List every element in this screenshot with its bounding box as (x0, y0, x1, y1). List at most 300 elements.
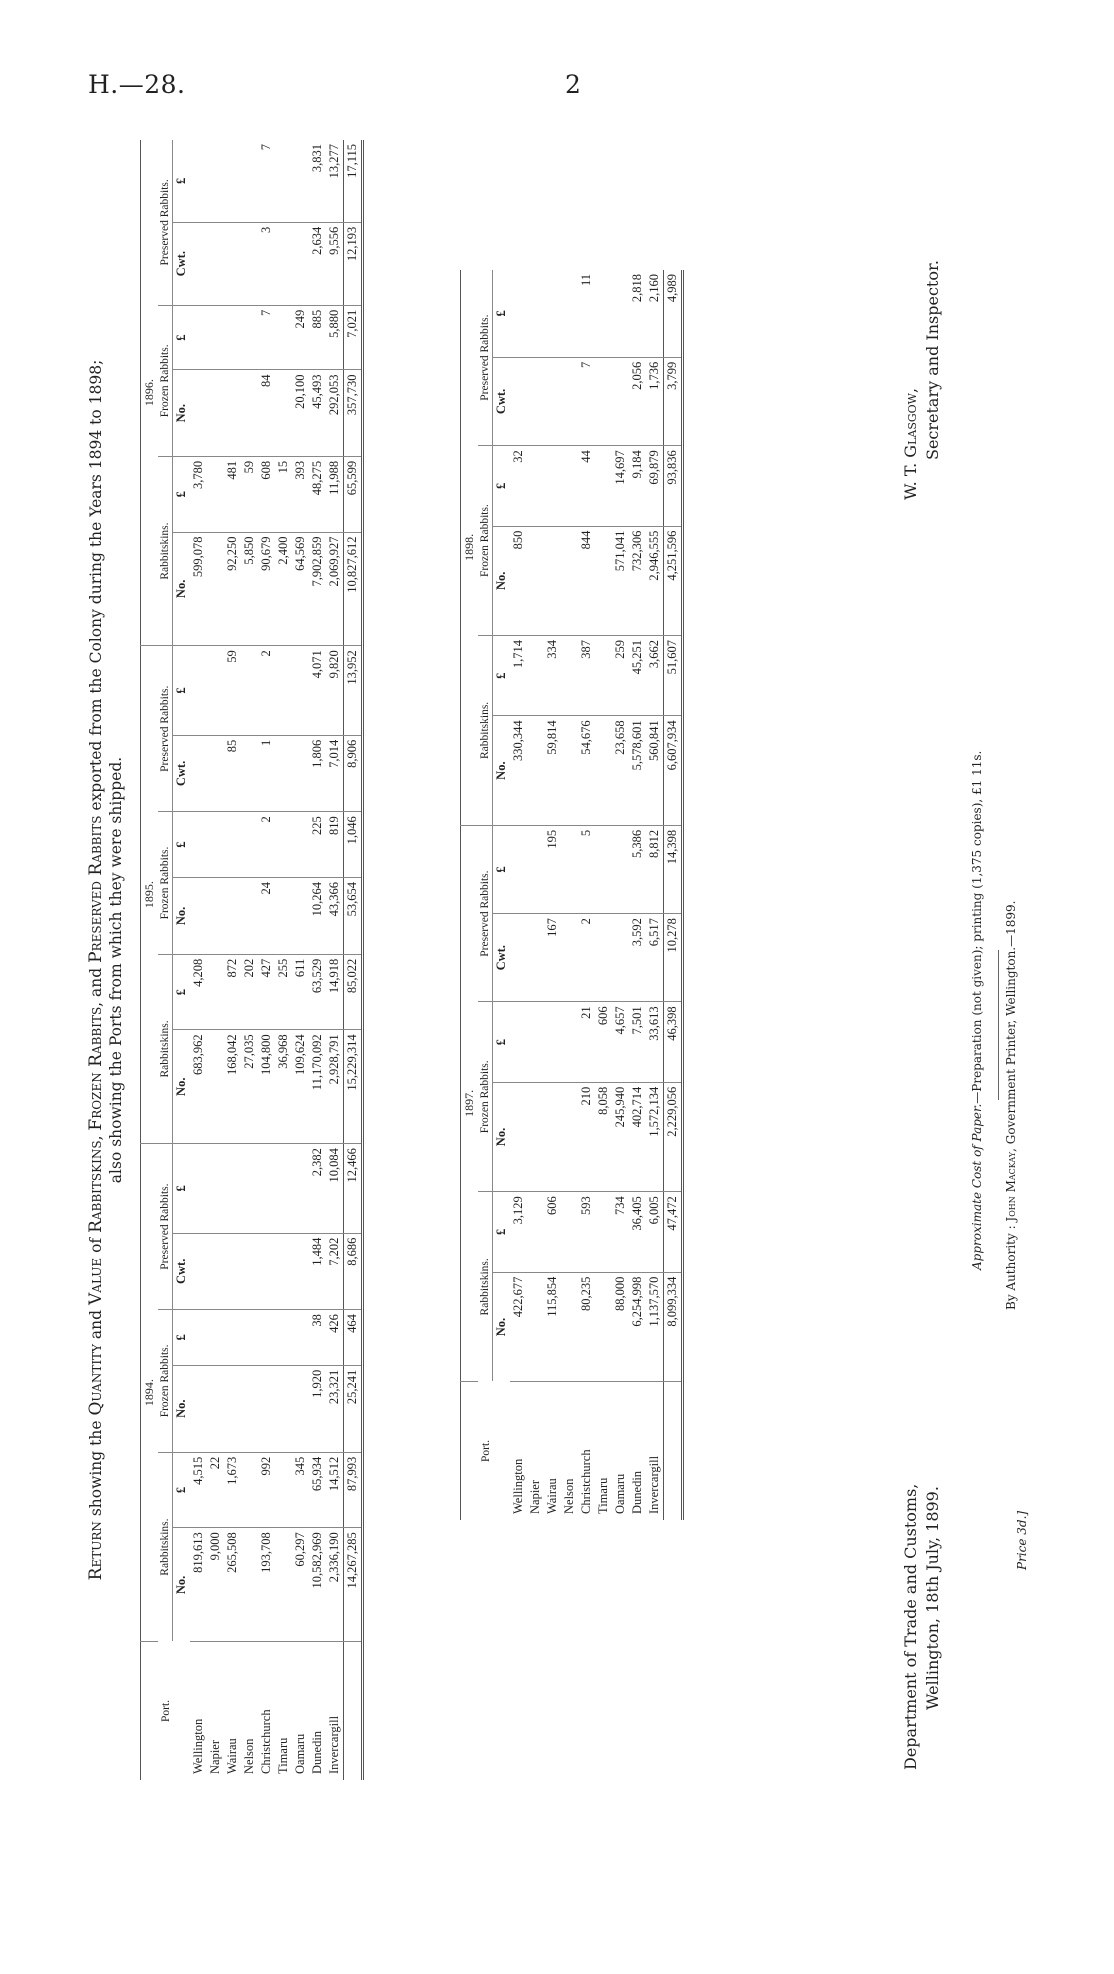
cell-f96v: 7 (258, 305, 275, 370)
cell-f95v (275, 812, 292, 878)
cell-p94c (275, 1233, 292, 1310)
cell-f98n: 732,306 (629, 526, 646, 635)
total-s95n: 15,229,314 (344, 1030, 363, 1144)
cell-s96v: 59 (241, 456, 258, 532)
table-row (258, 140, 275, 1780)
cell-p97v: 5,386 (629, 825, 646, 913)
cell-f96n (190, 370, 207, 456)
unit-no: No. (173, 1030, 191, 1144)
cell-s98v (595, 636, 612, 716)
cell-f96n: 20,100 (292, 370, 309, 456)
cell-p98v (561, 270, 578, 357)
cell-s95n: 36,968 (275, 1030, 292, 1144)
cell-s98v: 259 (612, 636, 629, 716)
cell-s98n: 54,676 (578, 716, 595, 825)
title-line2: also showing the Ports from which they were shipped. (107, 756, 125, 1184)
cell-f94v (241, 1310, 258, 1366)
cell-p98c (510, 357, 527, 445)
cell-p94v (275, 1144, 292, 1233)
year-1896: 1896. (141, 140, 159, 646)
cell-p96v: 3,831 (309, 140, 326, 222)
cell-p94c: 1,484 (309, 1233, 326, 1310)
cell-f94v: 426 (326, 1310, 344, 1366)
cell-p98c (612, 357, 629, 445)
total-p97c: 10,278 (664, 914, 683, 1002)
cell-p96c (275, 222, 292, 305)
cell-p95c: 7,014 (326, 735, 344, 812)
cell-s97v: 593 (578, 1192, 595, 1272)
cell-p97v (595, 825, 612, 913)
cell-p97c (527, 914, 544, 1002)
table1-body (190, 140, 363, 1780)
cell-s98v: 387 (578, 636, 595, 716)
cell-p98v: 2,818 (629, 270, 646, 357)
cell-s97n (595, 1272, 612, 1381)
department-block (900, 1484, 944, 1770)
cell-s98n: 59,814 (544, 716, 561, 825)
cell-f94v (292, 1310, 309, 1366)
cell-f97v: 4,657 (612, 1002, 629, 1082)
cell-f95n: 24 (258, 877, 275, 954)
cell-p98c: 1,736 (646, 357, 664, 445)
title-part: of (87, 1232, 105, 1258)
unit-no: No. (493, 1082, 511, 1191)
table-row (292, 140, 309, 1780)
cell-f98n (561, 526, 578, 635)
total-f94n: 25,241 (344, 1365, 363, 1452)
cell-f96v (224, 305, 241, 370)
cell-f97v: 606 (595, 1002, 612, 1082)
port-name: Wairau (545, 1478, 559, 1514)
total-p96v: 17,115 (344, 140, 363, 222)
cell-f94n (241, 1365, 258, 1452)
total-p97v: 14,398 (664, 825, 683, 913)
cell-p98v (544, 270, 561, 357)
cell-p96c: 2,634 (309, 222, 326, 305)
title-rabbitskins: Rabbitskins (86, 1140, 106, 1233)
total-p98v: 4,989 (664, 270, 683, 357)
cell-f95v: 819 (326, 812, 344, 878)
cell-p95v (190, 646, 207, 735)
cell-f97v: 7,501 (629, 1002, 646, 1082)
unit-pound: £ (173, 305, 191, 370)
frozen-header: Frozen Rabbits. (158, 305, 173, 456)
cell-p94v (190, 1144, 207, 1233)
cell-s95v: 63,529 (309, 954, 326, 1030)
cell-f94n: 23,321 (326, 1365, 344, 1452)
rabbitskins-header: Rabbitskins. (158, 456, 173, 645)
cell-s94n: 9,000 (207, 1528, 224, 1642)
unit-no: No. (173, 532, 191, 646)
cell-s94n: 10,582,969 (309, 1528, 326, 1642)
cell-s95n: 168,042 (224, 1030, 241, 1144)
cost-label: Approximate Cost of Paper. (970, 1103, 984, 1270)
port-name: Oamaru (613, 1473, 627, 1514)
table-row (646, 270, 664, 1520)
rotated-page-content (80, 110, 1040, 1790)
cell-p97c: 3,592 (629, 914, 646, 1002)
unit-pound: £ (173, 812, 191, 878)
unit-no: No. (173, 1365, 191, 1452)
cell-s95n: 109,624 (292, 1030, 309, 1144)
cell-f94n (275, 1365, 292, 1452)
department-date: Wellington, 18th July, 1899. (923, 1486, 942, 1710)
cell-f94n: 1,920 (309, 1365, 326, 1452)
cell-s96n: 2,400 (275, 532, 292, 646)
cell-f98n: 571,041 (612, 526, 629, 635)
cell-s98v: 3,662 (646, 636, 664, 716)
port-name: Invercargill (327, 1715, 341, 1774)
cell-f97n (544, 1082, 561, 1191)
title-frozen: Frozen Rabbits (86, 1006, 106, 1131)
cell-s98n: 23,658 (612, 716, 629, 825)
cell-s95n (207, 1030, 224, 1144)
cell-p94c: 7,202 (326, 1233, 344, 1310)
preserved-header: Preserved Rabbits. (478, 825, 493, 1002)
table-row (544, 270, 561, 1520)
cell-f96n (241, 370, 258, 456)
cell-f96v (190, 305, 207, 370)
cell-s98v (561, 636, 578, 716)
cell-p95v (292, 646, 309, 735)
cell-f97n (527, 1082, 544, 1191)
cell-s95v: 872 (224, 954, 241, 1030)
cell-s97v: 734 (612, 1192, 629, 1272)
divider-rule (998, 950, 999, 1100)
cell-f97v (544, 1002, 561, 1082)
port-name: Invercargill (647, 1455, 661, 1514)
totals-row (664, 270, 683, 1520)
signatory-name: W. T. Glasgow, (901, 387, 920, 500)
cell-s98n (561, 716, 578, 825)
port-name: Oamaru (293, 1733, 307, 1774)
table-row (241, 140, 258, 1780)
cell-p95c (190, 735, 207, 812)
table-row (275, 140, 292, 1780)
cell-f96n (224, 370, 241, 456)
cell-s96v: 481 (224, 456, 241, 532)
cell-p97c (612, 914, 629, 1002)
total-p96c: 12,193 (344, 222, 363, 305)
cell-p96v (241, 140, 258, 222)
cell-f97n: 245,940 (612, 1082, 629, 1191)
cell-s95n: 683,962 (190, 1030, 207, 1144)
table-row (527, 270, 544, 1520)
title-part: , (87, 1130, 105, 1141)
unit-no: No. (493, 526, 511, 635)
cell-p98c (595, 357, 612, 445)
unit-no: No. (173, 877, 191, 954)
cell-s94v: 14,512 (326, 1452, 344, 1528)
unit-no: No. (493, 716, 511, 825)
cell-f97v (561, 1002, 578, 1082)
cost-note (970, 751, 984, 1270)
frozen-header: Frozen Rabbits. (478, 446, 493, 636)
cell-s94v: 345 (292, 1452, 309, 1528)
unit-pound: £ (173, 140, 191, 222)
total-f94v: 464 (344, 1310, 363, 1366)
cell-f95n (207, 877, 224, 954)
cell-p97v: 195 (544, 825, 561, 913)
port-name: Christchurch (259, 1709, 273, 1774)
cell-f95n: 10,264 (309, 877, 326, 954)
cell-s95v: 202 (241, 954, 258, 1030)
cell-s95v: 427 (258, 954, 275, 1030)
cell-p98v (595, 270, 612, 357)
total-f97n: 2,229,056 (664, 1082, 683, 1191)
authority-line (1004, 901, 1018, 1310)
cell-p94v (207, 1144, 224, 1233)
unit-pound: £ (173, 1310, 191, 1366)
cell-f95v (207, 812, 224, 878)
total-f96v: 7,021 (344, 305, 363, 370)
cell-p94c (207, 1233, 224, 1310)
cell-s95n: 104,800 (258, 1030, 275, 1144)
cell-f94v (190, 1310, 207, 1366)
cell-p94c (190, 1233, 207, 1310)
unit-pound: £ (493, 1002, 511, 1082)
cell-s95n: 2,928,791 (326, 1030, 344, 1144)
cell-s98n: 560,841 (646, 716, 664, 825)
table-row (578, 270, 595, 1520)
cell-p95v: 2 (258, 646, 275, 735)
cell-p94v: 2,382 (309, 1144, 326, 1233)
cell-s96v: 608 (258, 456, 275, 532)
cell-s98n: 330,344 (510, 716, 527, 825)
cell-s94v: 992 (258, 1452, 275, 1528)
table-row (326, 140, 344, 1780)
cell-s96v: 48,275 (309, 456, 326, 532)
unit-pound: £ (173, 646, 191, 735)
cell-p95c: 1 (258, 735, 275, 812)
cell-s97v: 3,129 (510, 1192, 527, 1272)
cell-p95c (275, 735, 292, 812)
printer-name: John Mackay (1004, 1151, 1018, 1222)
cell-s97v (595, 1192, 612, 1272)
total-s97n: 8,099,334 (664, 1272, 683, 1381)
cell-f96n: 84 (258, 370, 275, 456)
table-row (224, 140, 241, 1780)
total-s98n: 6,607,934 (664, 716, 683, 825)
exports-table-1897-1898 (460, 270, 684, 1520)
unit-no: No. (174, 1575, 188, 1595)
cell-f94n (224, 1365, 241, 1452)
cell-s97v: 36,405 (629, 1192, 646, 1272)
cell-s95n: 27,035 (241, 1030, 258, 1144)
department-name: Department of Trade and Customs, (901, 1483, 920, 1770)
port-name: Wellington (511, 1458, 525, 1514)
unit-pound: £ (493, 446, 511, 526)
port-name: Dunedin (310, 1730, 324, 1774)
cell-s95v: 611 (292, 954, 309, 1030)
cell-f98v (527, 446, 544, 526)
table-row (190, 140, 207, 1780)
cell-p97v: 5 (578, 825, 595, 913)
port-header: Port. (479, 1439, 492, 1463)
unit-no: No. (173, 370, 191, 456)
rabbitskins-header: Rabbitskins. (478, 636, 493, 826)
totals-label (664, 1382, 683, 1521)
unit-pound: £ (173, 1144, 191, 1233)
cell-f95v: 225 (309, 812, 326, 878)
cell-p96v (224, 140, 241, 222)
total-f98n: 4,251,596 (664, 526, 683, 635)
cell-p96v: 13,277 (326, 140, 344, 222)
cell-f95v (241, 812, 258, 878)
port-name: Nelson (562, 1478, 576, 1514)
cell-f98v (595, 446, 612, 526)
year-1897: 1897. (461, 825, 479, 1381)
cell-f94n (292, 1365, 309, 1452)
cell-f97n: 402,714 (629, 1082, 646, 1191)
cell-f94v (224, 1310, 241, 1366)
page-code: H.—28. (88, 70, 186, 99)
cell-s97v: 606 (544, 1192, 561, 1272)
cell-p94v (224, 1144, 241, 1233)
cell-p95v (275, 646, 292, 735)
year-1894: 1894. (141, 1144, 159, 1642)
cell-p95c: 1,806 (309, 735, 326, 812)
cell-s96v: 15 (275, 456, 292, 532)
cell-s96n: 7,902,859 (309, 532, 326, 646)
cell-f94n (207, 1365, 224, 1452)
table-row (510, 270, 527, 1520)
table-row (207, 140, 224, 1780)
cell-p95v: 9,820 (326, 646, 344, 735)
cell-s97v: 6,005 (646, 1192, 664, 1272)
total-p94v: 12,466 (344, 1144, 363, 1233)
table-row (612, 270, 629, 1520)
unit-cwt: Cwt. (173, 735, 191, 812)
cell-p97c: 6,517 (646, 914, 664, 1002)
port-name: Wellington (191, 1718, 205, 1774)
total-f97v: 46,398 (664, 1002, 683, 1082)
cell-f94v (275, 1310, 292, 1366)
cell-p94v (258, 1144, 275, 1233)
cell-p97v (510, 825, 527, 913)
port-name: Nelson (242, 1738, 256, 1774)
cell-s97n: 80,235 (578, 1272, 595, 1381)
cell-s97n: 1,137,570 (646, 1272, 664, 1381)
cell-s98n (527, 716, 544, 825)
rabbitskins-header: Rabbitskins. (478, 1192, 493, 1382)
cell-s97v (527, 1192, 544, 1272)
cell-f94v (258, 1310, 275, 1366)
cell-p94v (241, 1144, 258, 1233)
cell-p98v: 11 (578, 270, 595, 357)
cell-p95c: 85 (224, 735, 241, 812)
preserved-header: Preserved Rabbits. (158, 140, 173, 305)
document-title (86, 160, 126, 1780)
totals-label (344, 1642, 363, 1781)
cell-p98c: 2,056 (629, 357, 646, 445)
cell-s96n: 2,069,927 (326, 532, 344, 646)
unit-pound: £ (173, 456, 191, 532)
total-p98c: 3,799 (664, 357, 683, 445)
total-p95v: 13,952 (344, 646, 363, 735)
unit-cwt: Cwt. (173, 222, 191, 305)
cell-s98v (527, 636, 544, 716)
cell-f98v: 14,697 (612, 446, 629, 526)
table-row (561, 270, 578, 1520)
cell-s95v: 4,208 (190, 954, 207, 1030)
cell-p94c (292, 1233, 309, 1310)
cell-p98c (544, 357, 561, 445)
cell-p98v (510, 270, 527, 357)
cell-s97n: 422,677 (510, 1272, 527, 1381)
cell-p96c (292, 222, 309, 305)
cell-s98n: 5,578,601 (629, 716, 646, 825)
rabbitskins-header: Rabbitskins. (158, 954, 173, 1143)
unit-cwt: Cwt. (173, 1233, 191, 1310)
cell-p98v: 2,160 (646, 270, 664, 357)
total-p94c: 8,686 (344, 1233, 363, 1310)
total-f95v: 1,046 (344, 812, 363, 878)
cell-s94n (241, 1528, 258, 1642)
cell-s97n (527, 1272, 544, 1381)
unit-pound: £ (493, 270, 511, 357)
cell-p94c (258, 1233, 275, 1310)
signatory-title: Secretary and Inspector. (923, 260, 942, 460)
cell-f97n: 8,058 (595, 1082, 612, 1191)
cell-s98n (595, 716, 612, 825)
cell-p97v (527, 825, 544, 913)
cell-s94n: 60,297 (292, 1528, 309, 1642)
cell-f97v (527, 1002, 544, 1082)
cell-f98n (595, 526, 612, 635)
title-quantity: Quantity (86, 1344, 106, 1416)
cell-s95v: 14,918 (326, 954, 344, 1030)
unit-pound: £ (173, 954, 191, 1030)
cell-s98v: 334 (544, 636, 561, 716)
cell-f96v: 885 (309, 305, 326, 370)
cell-s94v: 22 (207, 1452, 224, 1528)
cell-f94v (207, 1310, 224, 1366)
total-s96v: 65,599 (344, 456, 363, 532)
cell-p97c (510, 914, 527, 1002)
cell-f96v: 5,880 (326, 305, 344, 370)
cell-f96n: 45,493 (309, 370, 326, 456)
cell-s95v: 255 (275, 954, 292, 1030)
cell-p97c (561, 914, 578, 1002)
cell-p96v (207, 140, 224, 222)
cell-f97v (510, 1002, 527, 1082)
cell-f98v: 32 (510, 446, 527, 526)
cell-p97c (595, 914, 612, 1002)
port-name: Napier (208, 1739, 222, 1774)
cell-p94v (292, 1144, 309, 1233)
cell-p96v: 7 (258, 140, 275, 222)
table-row (309, 140, 326, 1780)
cell-f95v (224, 812, 241, 878)
price-note: Price 3d.] (1015, 1510, 1029, 1570)
cell-p96v (275, 140, 292, 222)
cell-s97n (561, 1272, 578, 1381)
cell-f97v: 33,613 (646, 1002, 664, 1082)
cell-p98v (527, 270, 544, 357)
total-f96n: 357,730 (344, 370, 363, 456)
cell-p95v: 4,071 (309, 646, 326, 735)
cell-f97n (561, 1082, 578, 1191)
cell-s94v: 1,673 (224, 1452, 241, 1528)
cell-s94n: 819,613 (190, 1528, 207, 1642)
cell-f96n: 292,053 (326, 370, 344, 456)
page-number: 2 (565, 70, 582, 99)
cell-s98v: 45,251 (629, 636, 646, 716)
cell-s97v (561, 1192, 578, 1272)
cell-s96n: 599,078 (190, 532, 207, 646)
cell-f94n (258, 1365, 275, 1452)
